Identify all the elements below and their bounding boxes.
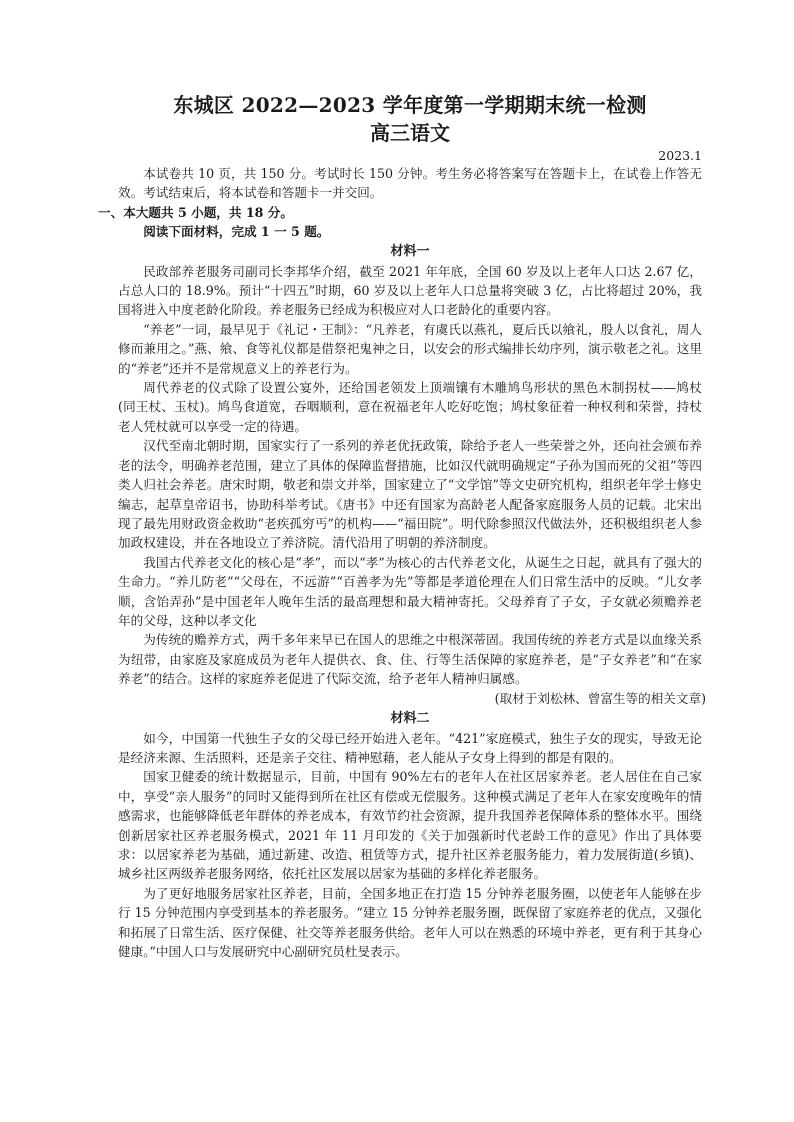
material-heading: 材料二	[390, 710, 430, 726]
paragraph: 为了更好地服务居家社区养老，目前，全国多地正在打造 15 分钟养老服务圈，以使老年人能够在步行 15 分钟范围内享受到基本的养老服务。“建立 15 分钟养老服务圈，既保留了家庭养老的优点，又强化和拓展了日常生活、医疗保健、社交等养老服务供给。老年人可以在熟悉的环境中养老，更有利于其身心健康。”中国人口与发展研究中心副研究员杜旻表示。	[118, 885, 702, 960]
paragraph: 民政部养老服务司副司长李邦华介绍，截至 2021 年年底，全国 60 岁及以上老年人口达 2.67 亿，占总人口的 18.9%。预计“十四五”时期，60 岁及以上老年人口总量将突破 3 亿，占比将超过 20%，我国将进入中度老龄化阶段。养老服务已经成为积极应对人口老龄化的重要内容。	[118, 263, 702, 318]
exam-date: 2023.1	[658, 148, 702, 163]
material-heading: 材料一	[390, 243, 430, 259]
source-citation: (取材于刘松林、曾富生等的相关文章)	[494, 690, 706, 706]
exam-instructions: 本试卷共 10 页，共 150 分。考试时长 150 分钟。考生务必将答案写在答题卡上，在试卷上作答无效。考试结束后，将本试卷和答题卡一并交回。	[118, 166, 702, 201]
page-subtitle: 高三语文	[370, 121, 450, 145]
paragraph: 周代养老的仪式除了设置公宴外，还给国老领发上顶端镶有木雕鸠鸟形状的黑色木制拐杖——鸠杖(同王杖、玉杖)。鸠鸟食道宽，吞咽顺利，意在祝福老年人吃好吃饱；鸠杖象征着一种权利和荣誉，持杖老人凭杖就可以享受一定的待遇。	[118, 380, 702, 434]
paragraph: 如今，中国第一代独生子女的父母已经开始进入老年。“421”家庭模式，独生子女的现实，导致无论是经济来源、生活照料，还是亲子交往、精神慰藉，老人能从子女身上得到的都是有限的。	[118, 730, 702, 765]
paragraph: 汉代至南北朝时期，国家实行了一系列的养老优抚政策，除给予老人一些荣誉之外，还向社会颁布养老的法令，明确养老范围，建立了具体的保障监督措施，比如汉代就明确规定“子孙为国而死的父祖”等四类人归社会养老。唐宋时期，敬老和崇文并举，国家建立了“文学馆”等文史研究机构，组织老年学士修史编志，起草皇帝诏书，协助科举考试。《唐书》中还有国家为高龄老人配备家庭服务人员的记载。北宋出现了最先用财政资金救助“老疾孤穷丐”的机构——“福田院”。明代除参照汉代做法外，还积极组织老人参加政权建设，并在各地设立了养济院。清代沿用了明朝的养济制度。	[118, 438, 702, 551]
paragraph: 国家卫健委的统计数据显示，目前，中国有 90%左右的老年人在社区居家养老。老人居住在自己家中，享受“亲人服务”的同时又能得到所在社区有偿或无偿服务。这种模式满足了老年人在家安度晚年的情感需求，也能够降低老年群体的养老成本，有效节约社会资源，提升我国养老保障体系的整体水平。围绕创新居家社区养老服务模式，2021 年 11 月印发的《关于加强新时代老龄工作的意见》作出了具体要求：以居家养老为基础，通过新建、改造、租赁等方式，提升社区养老服务能力，着力发展街道(乡镇)、城乡社区两级养老服务网络，依托社区发展以居家为基础的多样化养老服务。	[118, 769, 702, 882]
exam-page	[98, 92, 706, 961]
section-heading: 一、本大题共 5 小题，共 18 分。	[98, 204, 293, 220]
reading-instruction: 阅读下面材料，完成 1 一 5 题。	[143, 224, 330, 240]
paragraph: 我国古代养老文化的核心是“孝”，而以“孝”为核心的古代养老文化，从诞生之日起，就具有了强大的生命力。“养儿防老”“父母在，不远游”“百善孝为先”等都是孝道伦理在人们日常生活中的反映。“儿女孝顺，含饴弄孙”是中国老年人晚年生活的最高理想和最大精神寄托。父母养育了子女，子女就必须赡养老年的父母，这种以孝文化	[118, 554, 702, 628]
paragraph: “养老”一词，最早见于《礼记・王制》：“凡养老，有虞氏以燕礼，夏后氏以飨礼，殷人以食礼，周人修而兼用之。”燕、飨、食等礼仪都是借祭祀鬼神之日，以安会的形式编排长幼序列，演示敬老之礼。这里的“养老”还并不是常规意义上的养老行为。	[118, 321, 702, 376]
paragraph: 为传统的赡养方式，两千多年来早已在国人的思维之中根深蒂固。我国传统的养老方式是以血缘关系为纽带，由家庭及家庭成员为老年人提供衣、食、住、行等生活保障的家庭养老，是“子女养老”和“在家养老”的结合。这样的家庭养老促进了代际交流，给予老年人精神归属感。	[118, 632, 702, 687]
page-title: 东城区 2022—2023 学年度第一学期期末统一检测	[173, 93, 647, 117]
